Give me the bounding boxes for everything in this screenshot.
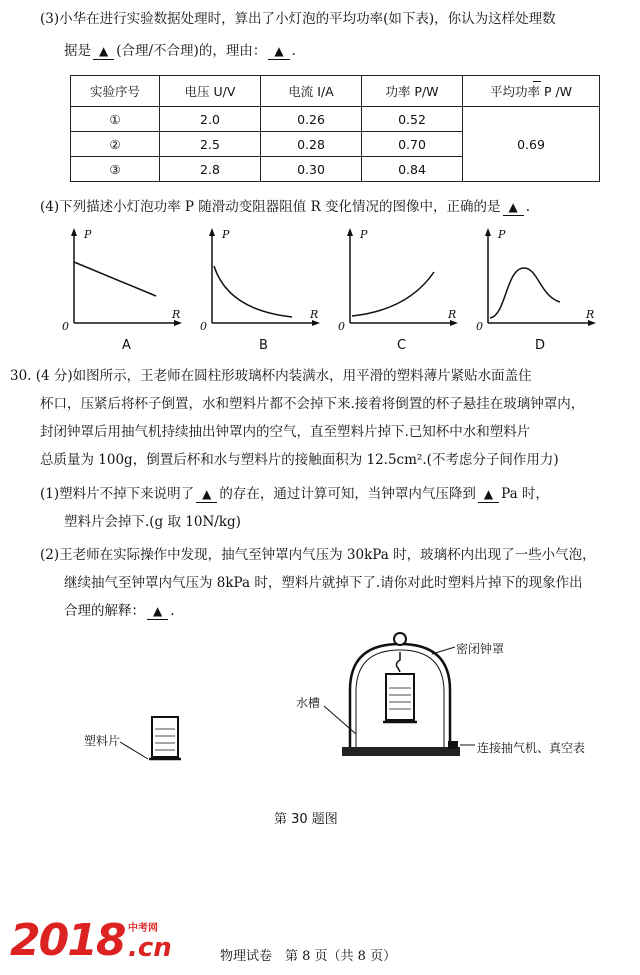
option-label-a: A: [122, 338, 131, 353]
q29-3-end: .: [291, 43, 296, 59]
base-plate: [342, 741, 475, 756]
table-header: 实验序号: [71, 76, 160, 107]
q30-s1-line1: [40, 485, 549, 503]
answer-blank: ▲: [268, 44, 289, 60]
label-water-tank: 水槽: [296, 696, 321, 710]
q30-s2-line2: 继续抽气至钟罩内气压为 8kPa 时，塑料片就掉下了.请你对此时塑料片掉下的现象作出: [64, 575, 583, 591]
q29-3-line2: [64, 42, 296, 60]
table-cell: ③: [71, 157, 160, 182]
q29-3-line1: (3)小华在进行实验数据处理时，算出了小灯泡的平均功率(如下表)，你认为这样处理数: [40, 11, 556, 27]
graph-origin: 0: [200, 320, 207, 333]
table-cell: ②: [71, 132, 160, 157]
graph-c: [338, 228, 458, 328]
graph-origin: 0: [476, 320, 483, 333]
table-row: [71, 107, 600, 132]
graph-x-label: R: [448, 308, 457, 321]
graph-origin: 0: [338, 320, 345, 333]
logo-domain: .cn: [128, 933, 172, 963]
q30-s1-end: Pa 时，: [501, 486, 549, 502]
answer-blank: ▲: [503, 200, 524, 216]
q30-figure: [80, 630, 500, 780]
q30-s2-line1: (2)王老师在实际操作中发现，抽气至钟罩内气压为 30kPa 时，玻璃杯内出现了一些小气泡，: [40, 547, 596, 563]
p-overline: [533, 81, 541, 82]
q30-p4: 总质量为 100g，倒置后杯和水与塑料片的接触面积为 12.5cm².(不考虑分子间作用力): [40, 452, 559, 468]
table-cell: 0.26: [261, 107, 362, 132]
data-table: [70, 75, 600, 182]
option-label-c: C: [397, 338, 407, 353]
bell-jar: [350, 633, 450, 747]
q30-s2-pre: 合理的解释：: [64, 603, 145, 619]
graph-b: [200, 228, 320, 328]
graph-a: [62, 228, 182, 328]
average-power-cell: 0.69: [463, 107, 600, 182]
table-cell: 2.5: [160, 132, 261, 157]
logo-site-name: 中考网: [128, 923, 158, 934]
q30-s2-line3: [64, 602, 175, 620]
table-cell: 2.8: [160, 157, 261, 182]
logo-number: 2018: [10, 915, 125, 966]
q30-s1-mid: 的存在，通过计算可知，当钟罩内气压降到: [219, 486, 476, 502]
table-header-row: [71, 76, 600, 107]
graph-y-label: P: [222, 228, 230, 241]
q29-3-mid: (合理/不合理)的，理由：: [116, 43, 267, 59]
table-cell: 0.30: [261, 157, 362, 182]
table-header: 电压 U/V: [160, 76, 261, 107]
label-plastic-sheet: 塑料片: [84, 734, 121, 748]
graph-x-label: R: [172, 308, 181, 321]
option-label-d: D: [535, 338, 546, 353]
answer-blank: ▲: [478, 487, 499, 503]
site-logo: [10, 915, 200, 970]
table-header: 功率 P/W: [362, 76, 463, 107]
answer-blank: ▲: [196, 487, 217, 503]
figure-caption: 第 30 题图: [274, 812, 338, 827]
graph-origin: 0: [62, 320, 69, 333]
q30-s1-pre: (1)塑料片不掉下来说明了: [40, 486, 195, 502]
graph-d: [476, 228, 596, 328]
q29-4-text: (4)下列描述小灯泡功率 P 随滑动变阻器阻值 R 变化情况的图像中，正确的是: [40, 199, 501, 215]
q30-p3: 封闭钟罩后用抽气机持续抽出钟罩内的空气，直至塑料片掉下.已知杯中水和塑料片: [40, 424, 531, 440]
table-header: 电流 I/A: [261, 76, 362, 107]
q29-3-pre: 据是: [64, 43, 91, 59]
q30-p1: 30. (4 分)如图所示，王老师在圆柱形玻璃杯内装满水，用平滑的塑料薄片紧贴水面盖住: [10, 368, 532, 384]
graph-x-label: R: [586, 308, 595, 321]
answer-blank: ▲: [93, 44, 114, 60]
table-cell: 0.84: [362, 157, 463, 182]
option-label-b: B: [259, 338, 268, 353]
q29-4-end: .: [525, 199, 531, 215]
q29-4-line: [40, 198, 530, 216]
graph-y-label: P: [360, 228, 368, 241]
page-footer: 物理试卷 第 8 页（共 8 页）: [220, 949, 397, 964]
label-bell-jar: 密闭钟罩: [456, 642, 505, 656]
graph-y-label: P: [498, 228, 506, 241]
graph-x-label: R: [310, 308, 319, 321]
q30-p2: 杯口，压紧后将杯子倒置，水和塑料片都不会掉下来.接着将倒置的杯子悬挂在玻璃钟罩内，: [40, 396, 585, 412]
table-cell: 2.0: [160, 107, 261, 132]
label-pump: 连接抽气机、真空表: [477, 741, 586, 755]
q30-s1-line2: 塑料片会掉下.(g 取 10N/kg): [64, 514, 241, 530]
cup-with-plastic: [120, 717, 181, 759]
q30-s2-end: .: [170, 603, 175, 619]
table-cell: 0.52: [362, 107, 463, 132]
table-cell: 0.28: [261, 132, 362, 157]
table-header: 平均功率 P /W: [463, 76, 600, 107]
answer-blank: ▲: [147, 604, 168, 620]
graph-y-label: P: [84, 228, 92, 241]
table-cell: 0.70: [362, 132, 463, 157]
table-cell: ①: [71, 107, 160, 132]
